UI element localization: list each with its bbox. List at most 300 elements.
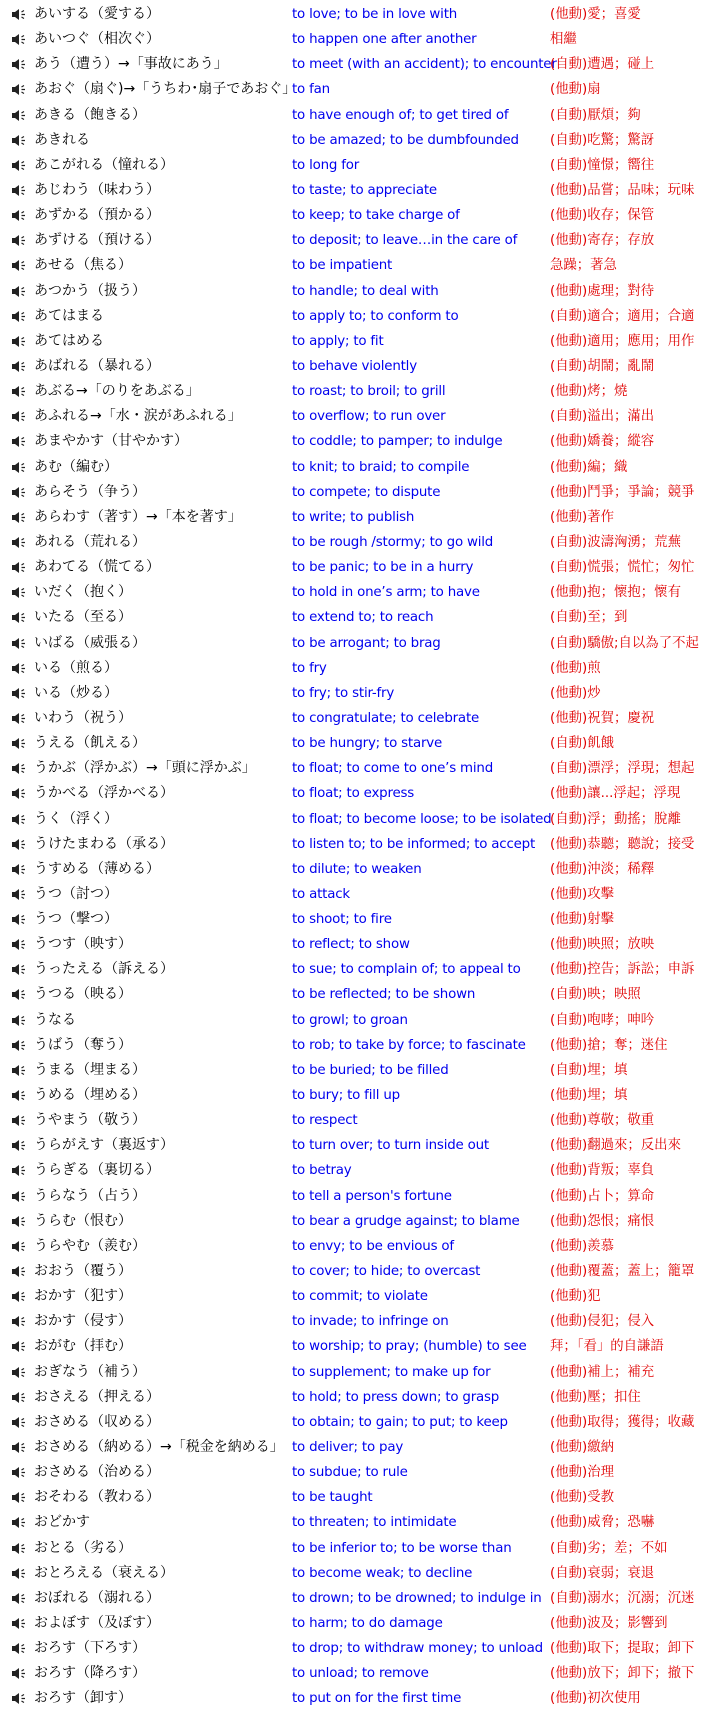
- chinese-meaning: (他動)取得；獲得；收藏: [550, 1414, 695, 1430]
- japanese-word: おろす（降ろす）: [34, 1665, 146, 1682]
- vocab-row: [0, 52, 720, 77]
- english-meaning: to drop; to withdraw money; to unload: [292, 1641, 543, 1657]
- japanese-word: あてはまる: [34, 307, 104, 324]
- vocab-row: [0, 27, 720, 52]
- english-meaning: to turn over; to turn inside out: [292, 1138, 489, 1154]
- english-meaning: to become weak; to decline: [292, 1565, 473, 1581]
- chinese-meaning: (他動)取下；提取；卸下: [550, 1641, 695, 1657]
- chinese-meaning: (他動)沖淡；稀釋: [550, 861, 655, 877]
- speaker-icon[interactable]: [11, 1460, 31, 1485]
- speaker-icon[interactable]: [11, 631, 31, 656]
- speaker-icon[interactable]: [11, 329, 31, 354]
- speaker-icon[interactable]: [11, 1360, 31, 1385]
- vocab-row: [0, 1309, 720, 1334]
- english-meaning: to attack: [292, 886, 350, 902]
- english-meaning: to hold in one’s arm; to have: [292, 585, 480, 601]
- speaker-icon[interactable]: [11, 1158, 31, 1183]
- english-meaning: to behave violently: [292, 358, 417, 374]
- chinese-meaning: (自動)劣；差；不如: [550, 1540, 668, 1556]
- english-meaning: to subdue; to rule: [292, 1465, 408, 1481]
- vocab-row: [0, 832, 720, 857]
- japanese-word: うやまう（敬う）: [34, 1112, 146, 1129]
- chinese-meaning: (他動)埋；填: [550, 1088, 628, 1104]
- chinese-meaning: (他動)占卜；算命: [550, 1188, 655, 1204]
- vocab-row: [0, 103, 720, 128]
- vocab-row: [0, 1510, 720, 1535]
- chinese-meaning: (他動)適用；應用；用作: [550, 333, 695, 349]
- japanese-word: おぎなう（補う）: [34, 1363, 146, 1380]
- speaker-icon[interactable]: [11, 907, 31, 932]
- japanese-word: おどかす: [34, 1514, 90, 1531]
- chinese-meaning: (自動)波濤洶湧；荒蕪: [550, 534, 681, 550]
- speaker-icon[interactable]: [11, 404, 31, 429]
- speaker-icon[interactable]: [11, 1008, 31, 1033]
- speaker-icon[interactable]: [11, 27, 31, 52]
- japanese-word: おさめる（治める）: [34, 1464, 160, 1481]
- speaker-icon[interactable]: [11, 781, 31, 806]
- chinese-meaning: 相繼: [550, 32, 577, 48]
- vocab-row: [0, 605, 720, 630]
- japanese-word: おかす（犯す）: [34, 1288, 132, 1305]
- english-meaning: to reflect; to show: [292, 937, 410, 953]
- vocab-row: [0, 178, 720, 203]
- japanese-word: おとろえる（衰える）: [34, 1564, 174, 1581]
- speaker-icon[interactable]: [11, 1309, 31, 1334]
- chinese-meaning: (自動)至；到: [550, 610, 628, 626]
- vocab-row: [0, 304, 720, 329]
- speaker-icon[interactable]: [11, 253, 31, 278]
- vocab-row: [0, 228, 720, 253]
- vocab-row: [0, 1083, 720, 1108]
- english-meaning: to be inferior to; to be worse than: [292, 1540, 512, 1556]
- japanese-word: あせる（焦る）: [34, 257, 132, 274]
- english-meaning: to knit; to braid; to compile: [292, 459, 470, 475]
- japanese-word: あきれる: [34, 131, 90, 148]
- english-meaning: to taste; to appreciate: [292, 182, 437, 198]
- japanese-word: あぶる→「のりをあぶる」: [34, 383, 200, 400]
- japanese-word: うなる: [34, 1011, 76, 1028]
- english-meaning: to love; to be in love with: [292, 7, 458, 22]
- japanese-word: あばれる（暴れる）: [34, 357, 160, 374]
- japanese-word: あおぐ（扇ぐ)→「うちわ･扇子であおぐ」: [34, 81, 297, 98]
- english-meaning: to commit; to violate: [292, 1289, 428, 1305]
- japanese-word: うまる（埋まる）: [34, 1061, 146, 1078]
- speaker-icon[interactable]: [11, 2, 31, 27]
- english-meaning: to apply; to fit: [292, 333, 384, 349]
- chinese-meaning: (自動)憧憬；嚮往: [550, 157, 655, 173]
- speaker-icon[interactable]: [11, 279, 31, 304]
- speaker-icon[interactable]: [11, 1636, 31, 1661]
- vocab-row: [0, 1334, 720, 1359]
- vocab-row: [0, 279, 720, 304]
- english-meaning: to write; to publish: [292, 509, 415, 525]
- speaker-icon[interactable]: [11, 52, 31, 77]
- chinese-meaning: 拜；「看」的自謙語: [550, 1339, 664, 1355]
- chinese-meaning: (他動)寄存；存放: [550, 233, 655, 249]
- speaker-icon[interactable]: [11, 354, 31, 379]
- vocab-row: [0, 1234, 720, 1259]
- japanese-word: おかす（侵す）: [34, 1313, 132, 1330]
- speaker-icon[interactable]: [11, 1435, 31, 1460]
- english-meaning: to be reflected; to be shown: [292, 987, 476, 1003]
- speaker-icon[interactable]: [11, 1234, 31, 1259]
- japanese-word: うつ（討つ）: [34, 885, 118, 902]
- speaker-icon[interactable]: [11, 1209, 31, 1234]
- speaker-icon[interactable]: [11, 807, 31, 832]
- vocab-row: [0, 1008, 720, 1033]
- vocab-row: [0, 128, 720, 153]
- vocab-row: [0, 329, 720, 354]
- speaker-icon[interactable]: [11, 1385, 31, 1410]
- english-meaning: to growl; to groan: [292, 1012, 408, 1028]
- speaker-icon[interactable]: [11, 832, 31, 857]
- japanese-word: およぼす（及ぼす）: [34, 1615, 160, 1631]
- vocab-row: [0, 580, 720, 605]
- english-meaning: to be amazed; to be dumbfounded: [292, 132, 519, 148]
- speaker-icon[interactable]: [11, 429, 31, 454]
- english-meaning: to dilute; to weaken: [292, 861, 422, 877]
- chinese-meaning: (他動)鬥爭；爭論；競爭: [550, 484, 695, 500]
- japanese-word: あずける（預ける）: [34, 232, 160, 249]
- speaker-icon[interactable]: [11, 1058, 31, 1083]
- vocab-row: [0, 1485, 720, 1510]
- speaker-icon[interactable]: [11, 1259, 31, 1284]
- speaker-icon[interactable]: [11, 957, 31, 982]
- japanese-word: あむ（編む）: [34, 458, 118, 475]
- speaker-icon[interactable]: [11, 706, 31, 731]
- vocab-row: [0, 1661, 720, 1686]
- english-meaning: to obtain; to gain; to put; to keep: [292, 1414, 508, 1430]
- speaker-icon[interactable]: [11, 1586, 31, 1611]
- chinese-meaning: (他動)煎: [550, 660, 601, 676]
- japanese-word: おがむ（拝む）: [34, 1338, 132, 1355]
- vocab-row: [0, 1209, 720, 1234]
- vocab-row: [0, 354, 720, 379]
- chinese-meaning: (他動)翻過來；反出來: [550, 1138, 681, 1154]
- chinese-meaning: (他動)背叛；辜負: [550, 1163, 655, 1179]
- japanese-word: うつす（映す）: [34, 936, 132, 953]
- japanese-word: おろす（下ろす）: [34, 1640, 146, 1657]
- japanese-word: いばる（威張る）: [34, 634, 146, 651]
- vocab-row: [0, 656, 720, 681]
- chinese-meaning: (他動)處理；對待: [550, 283, 655, 299]
- english-meaning: to respect: [292, 1113, 358, 1129]
- speaker-icon[interactable]: [11, 530, 31, 555]
- chinese-meaning: (他動)編；織: [550, 459, 628, 475]
- vocab-row: [0, 882, 720, 907]
- speaker-icon[interactable]: [11, 1410, 31, 1435]
- vocab-row: [0, 706, 720, 731]
- vocab-row: [0, 1460, 720, 1485]
- chinese-meaning: (自動)衰弱；衰退: [550, 1565, 655, 1581]
- english-meaning: to unload; to remove: [292, 1666, 429, 1682]
- chinese-meaning: (他動)羨慕: [550, 1238, 615, 1254]
- chinese-meaning: (自動)浮；動搖；脫離: [550, 811, 681, 827]
- vocab-row: [0, 1108, 720, 1133]
- speaker-icon[interactable]: [11, 455, 31, 480]
- english-meaning: to coddle; to pamper; to indulge: [292, 434, 503, 450]
- speaker-icon[interactable]: [11, 1184, 31, 1209]
- english-meaning: to extend to; to reach: [292, 610, 434, 626]
- english-meaning: to float; to come to one’s mind: [292, 761, 494, 777]
- speaker-icon[interactable]: [11, 203, 31, 228]
- vocab-row: [0, 555, 720, 580]
- japanese-word: おとる（劣る）: [34, 1539, 132, 1556]
- speaker-icon[interactable]: [11, 153, 31, 178]
- vocab-row: [0, 530, 720, 555]
- vocab-row: [0, 1586, 720, 1611]
- chinese-meaning: (自動)遭遇；碰上: [550, 57, 655, 73]
- english-meaning: to congratulate; to celebrate: [292, 710, 480, 726]
- english-meaning: to drown; to be drowned; to indulge in: [292, 1590, 542, 1606]
- japanese-word: あれる（荒れる）: [34, 533, 146, 550]
- chinese-meaning: (他動)波及；影響到: [550, 1616, 668, 1631]
- speaker-icon[interactable]: [11, 1611, 31, 1636]
- speaker-icon[interactable]: [11, 932, 31, 957]
- japanese-word: うらなう（占う）: [34, 1187, 146, 1204]
- japanese-word: あこがれる（憧れる）: [34, 156, 174, 173]
- japanese-word: うらむ（恨む）: [34, 1212, 132, 1229]
- english-meaning: to be panic; to be in a hurry: [292, 560, 474, 576]
- vocab-row: [0, 1158, 720, 1183]
- english-meaning: to be hungry; to starve: [292, 736, 443, 752]
- speaker-icon[interactable]: [11, 656, 31, 681]
- vocab-row: [0, 455, 720, 480]
- chinese-meaning: (他動)覆蓋；蓋上；籠罩: [550, 1264, 695, 1280]
- chinese-meaning: (自動)埋；填: [550, 1062, 628, 1078]
- vocab-row: [0, 1410, 720, 1435]
- japanese-word: あわてる（慌てる）: [34, 559, 160, 576]
- speaker-icon[interactable]: [11, 681, 31, 706]
- english-meaning: to rob; to take by force; to fascinate: [292, 1037, 526, 1053]
- vocab-row: [0, 932, 720, 957]
- english-meaning: to listen to; to be informed; to accept: [292, 836, 536, 852]
- chinese-meaning: (自動)慌張；慌忙；匆忙: [550, 560, 695, 576]
- vocab-row: [0, 1611, 720, 1636]
- speaker-icon[interactable]: [11, 580, 31, 605]
- english-meaning: to be taught: [292, 1490, 373, 1506]
- chinese-meaning: (他動)治理: [550, 1465, 615, 1481]
- speaker-icon[interactable]: [11, 605, 31, 630]
- english-meaning: to be buried; to be filled: [292, 1062, 449, 1078]
- chinese-meaning: (自動)溺水；沉溺；沉迷: [550, 1590, 695, 1606]
- speaker-icon[interactable]: [11, 1536, 31, 1561]
- chinese-meaning: (自動)咆哮；呻吟: [550, 1012, 655, 1028]
- vocab-row: [0, 1184, 720, 1209]
- english-meaning: to bear a grudge against; to blame: [292, 1213, 520, 1229]
- speaker-icon[interactable]: [11, 228, 31, 253]
- vocab-row: [0, 1259, 720, 1284]
- chinese-meaning: (他動)愛；喜愛: [550, 7, 641, 22]
- japanese-word: おそわる（教わる）: [34, 1489, 160, 1506]
- english-meaning: to supplement; to make up for: [292, 1364, 491, 1380]
- chinese-meaning: (他動)犯: [550, 1289, 601, 1305]
- vocab-row: [0, 756, 720, 781]
- speaker-icon[interactable]: [11, 1083, 31, 1108]
- vocab-row: [0, 505, 720, 530]
- english-meaning: to be impatient: [292, 258, 393, 274]
- vocab-row: [0, 1284, 720, 1309]
- english-meaning: to be arrogant; to brag: [292, 635, 441, 651]
- japanese-word: いる（煎る）: [34, 659, 118, 676]
- speaker-icon[interactable]: [11, 1108, 31, 1133]
- speaker-icon[interactable]: [11, 882, 31, 907]
- vocab-row: [0, 253, 720, 278]
- vocab-row: [0, 1033, 720, 1058]
- english-meaning: to harm; to do damage: [292, 1616, 443, 1631]
- vocab-row: [0, 907, 720, 932]
- japanese-word: うつる（映る）: [34, 986, 132, 1003]
- japanese-word: おおう（覆う）: [34, 1263, 132, 1280]
- japanese-word: おろす（卸す）: [34, 1690, 132, 1707]
- japanese-word: おさめる（納める）→「税金を納める」: [34, 1439, 284, 1456]
- english-meaning: to invade; to infringe on: [292, 1314, 449, 1330]
- speaker-icon[interactable]: [11, 77, 31, 102]
- vocabulary-list: [0, 2, 720, 1712]
- english-meaning: to tell a person's fortune: [292, 1188, 452, 1204]
- speaker-icon[interactable]: [11, 505, 31, 530]
- japanese-word: あきる（飽きる）: [34, 106, 146, 123]
- speaker-icon[interactable]: [11, 480, 31, 505]
- chinese-meaning: (他動)攻擊: [550, 886, 615, 902]
- english-meaning: to put on for the first time: [292, 1691, 462, 1707]
- japanese-word: うすめる（薄める）: [34, 860, 160, 877]
- japanese-word: うえる（飢える）: [34, 735, 146, 752]
- chinese-meaning: (他動)恭聽；聽說；接受: [550, 836, 695, 852]
- japanese-word: あてはめる: [34, 332, 104, 349]
- chinese-meaning: (自動)適合；適用；合適: [550, 308, 695, 324]
- english-meaning: to float; to express: [292, 786, 415, 802]
- english-meaning: to deliver; to pay: [292, 1440, 404, 1456]
- english-meaning: to handle; to deal with: [292, 283, 439, 299]
- english-meaning: to shoot; to fire: [292, 912, 392, 928]
- english-meaning: to fry; to stir-fry: [292, 685, 395, 701]
- english-meaning: to meet (with an accident); to encounter: [292, 57, 557, 73]
- speaker-icon[interactable]: [11, 1033, 31, 1058]
- english-meaning: to hold; to press down; to grasp: [292, 1389, 500, 1405]
- vocab-row: [0, 1360, 720, 1385]
- vocab-row: [0, 982, 720, 1007]
- english-meaning: to threaten; to intimidate: [292, 1515, 457, 1531]
- vocab-row: [0, 203, 720, 228]
- chinese-meaning: (他動)映照；放映: [550, 937, 655, 953]
- chinese-meaning: (他動)尊敬；敬重: [550, 1113, 655, 1129]
- vocab-row: [0, 1561, 720, 1586]
- english-meaning: to overflow; to run over: [292, 409, 446, 425]
- speaker-icon[interactable]: [11, 1561, 31, 1586]
- japanese-word: うつ（撃つ）: [34, 911, 118, 928]
- speaker-icon[interactable]: [11, 1510, 31, 1535]
- chinese-meaning: (他動)收存；保管: [550, 208, 655, 224]
- japanese-word: うめる（埋める）: [34, 1087, 146, 1104]
- speaker-icon[interactable]: [11, 178, 31, 203]
- chinese-meaning: (自動)吃驚；驚訝: [550, 132, 655, 148]
- speaker-icon[interactable]: [11, 1485, 31, 1510]
- vocab-row: [0, 731, 720, 756]
- vocab-row: [0, 1385, 720, 1410]
- chinese-meaning: (他動)侵犯；侵入: [550, 1314, 655, 1330]
- vocab-row: [0, 1435, 720, 1460]
- vocab-row: [0, 379, 720, 404]
- chinese-meaning: (他動)怨恨；痛恨: [550, 1213, 655, 1229]
- english-meaning: to deposit; to leave…in the care of: [292, 233, 518, 249]
- chinese-meaning: (自動)映；映照: [550, 987, 641, 1003]
- japanese-word: おさえる（押える）: [34, 1388, 160, 1405]
- vocab-row: [0, 1058, 720, 1083]
- chinese-meaning: (自動)胡鬧；亂鬧: [550, 358, 655, 374]
- speaker-icon[interactable]: [11, 103, 31, 128]
- chinese-meaning: (他動)著作: [550, 509, 615, 525]
- chinese-meaning: (他動)控告；訴訟；申訴: [550, 962, 695, 978]
- vocab-row: [0, 1536, 720, 1561]
- chinese-meaning: (他動)放下；卸下；撤下: [550, 1666, 695, 1682]
- chinese-meaning: (自動)驕傲;自以為了不起: [550, 635, 699, 651]
- chinese-meaning: (他動)品嘗；品味；玩味: [550, 182, 695, 198]
- japanese-word: あずかる（預かる）: [34, 207, 160, 224]
- chinese-meaning: (他動)射擊: [550, 912, 615, 928]
- vocab-row: [0, 429, 720, 454]
- vocab-row: [0, 957, 720, 982]
- speaker-icon[interactable]: [11, 1661, 31, 1686]
- english-meaning: to happen one after another: [292, 32, 477, 48]
- japanese-word: いたる（至る）: [34, 609, 132, 626]
- speaker-icon[interactable]: [11, 1334, 31, 1359]
- speaker-icon[interactable]: [11, 857, 31, 882]
- chinese-meaning: (自動)厭煩；夠: [550, 107, 641, 123]
- english-meaning: to betray: [292, 1163, 352, 1179]
- speaker-icon[interactable]: [11, 731, 31, 756]
- vocab-row: [0, 153, 720, 178]
- chinese-meaning: (他動)受教: [550, 1490, 615, 1506]
- vocab-row: [0, 77, 720, 102]
- speaker-icon[interactable]: [11, 982, 31, 1007]
- japanese-word: あつかう（扱う）: [34, 282, 146, 299]
- chinese-meaning: (他動)扇: [550, 82, 601, 98]
- speaker-icon[interactable]: [11, 1133, 31, 1158]
- vocab-row: [0, 1133, 720, 1158]
- japanese-word: おさめる（収める）: [34, 1413, 160, 1430]
- speaker-icon[interactable]: [11, 1284, 31, 1309]
- speaker-icon[interactable]: [11, 379, 31, 404]
- speaker-icon[interactable]: [11, 128, 31, 153]
- speaker-icon[interactable]: [11, 555, 31, 580]
- japanese-word: あらわす（著す）→「本を著す」: [34, 508, 242, 525]
- speaker-icon[interactable]: [11, 756, 31, 781]
- japanese-word: あふれる→「水・涙があふれる」: [34, 408, 242, 425]
- vocab-row: [0, 2, 720, 27]
- chinese-meaning: (他動)讓...浮起；浮現: [550, 786, 681, 802]
- vocab-row: [0, 681, 720, 706]
- english-meaning: to bury; to fill up: [292, 1088, 400, 1104]
- english-meaning: to apply to; to conform to: [292, 308, 459, 324]
- english-meaning: to worship; to pray; (humble) to see: [292, 1339, 527, 1355]
- chinese-meaning: (他動)繳納: [550, 1440, 615, 1456]
- chinese-meaning: (他動)搶；奪；迷住: [550, 1037, 668, 1053]
- speaker-icon[interactable]: [11, 1686, 31, 1711]
- english-meaning: to compete; to dispute: [292, 484, 441, 500]
- speaker-icon[interactable]: [11, 304, 31, 329]
- chinese-meaning: (他動)祝賀；慶祝: [550, 710, 655, 726]
- japanese-word: いる（炒る）: [34, 684, 118, 701]
- english-meaning: to sue; to complain of; to appeal to: [292, 962, 521, 978]
- japanese-word: うく（浮く）: [34, 810, 118, 827]
- japanese-word: うけたまわる（承る）: [34, 835, 174, 852]
- japanese-word: うらがえす（裏返す）: [34, 1137, 174, 1154]
- japanese-word: うかぶ（浮かぶ）→「頭に浮かぶ」: [34, 760, 256, 777]
- japanese-word: あいつぐ（相次ぐ）: [34, 31, 160, 48]
- japanese-word: あまやかす（甘やかす）: [34, 433, 188, 450]
- chinese-meaning: (他動)補上；補充: [550, 1364, 655, 1380]
